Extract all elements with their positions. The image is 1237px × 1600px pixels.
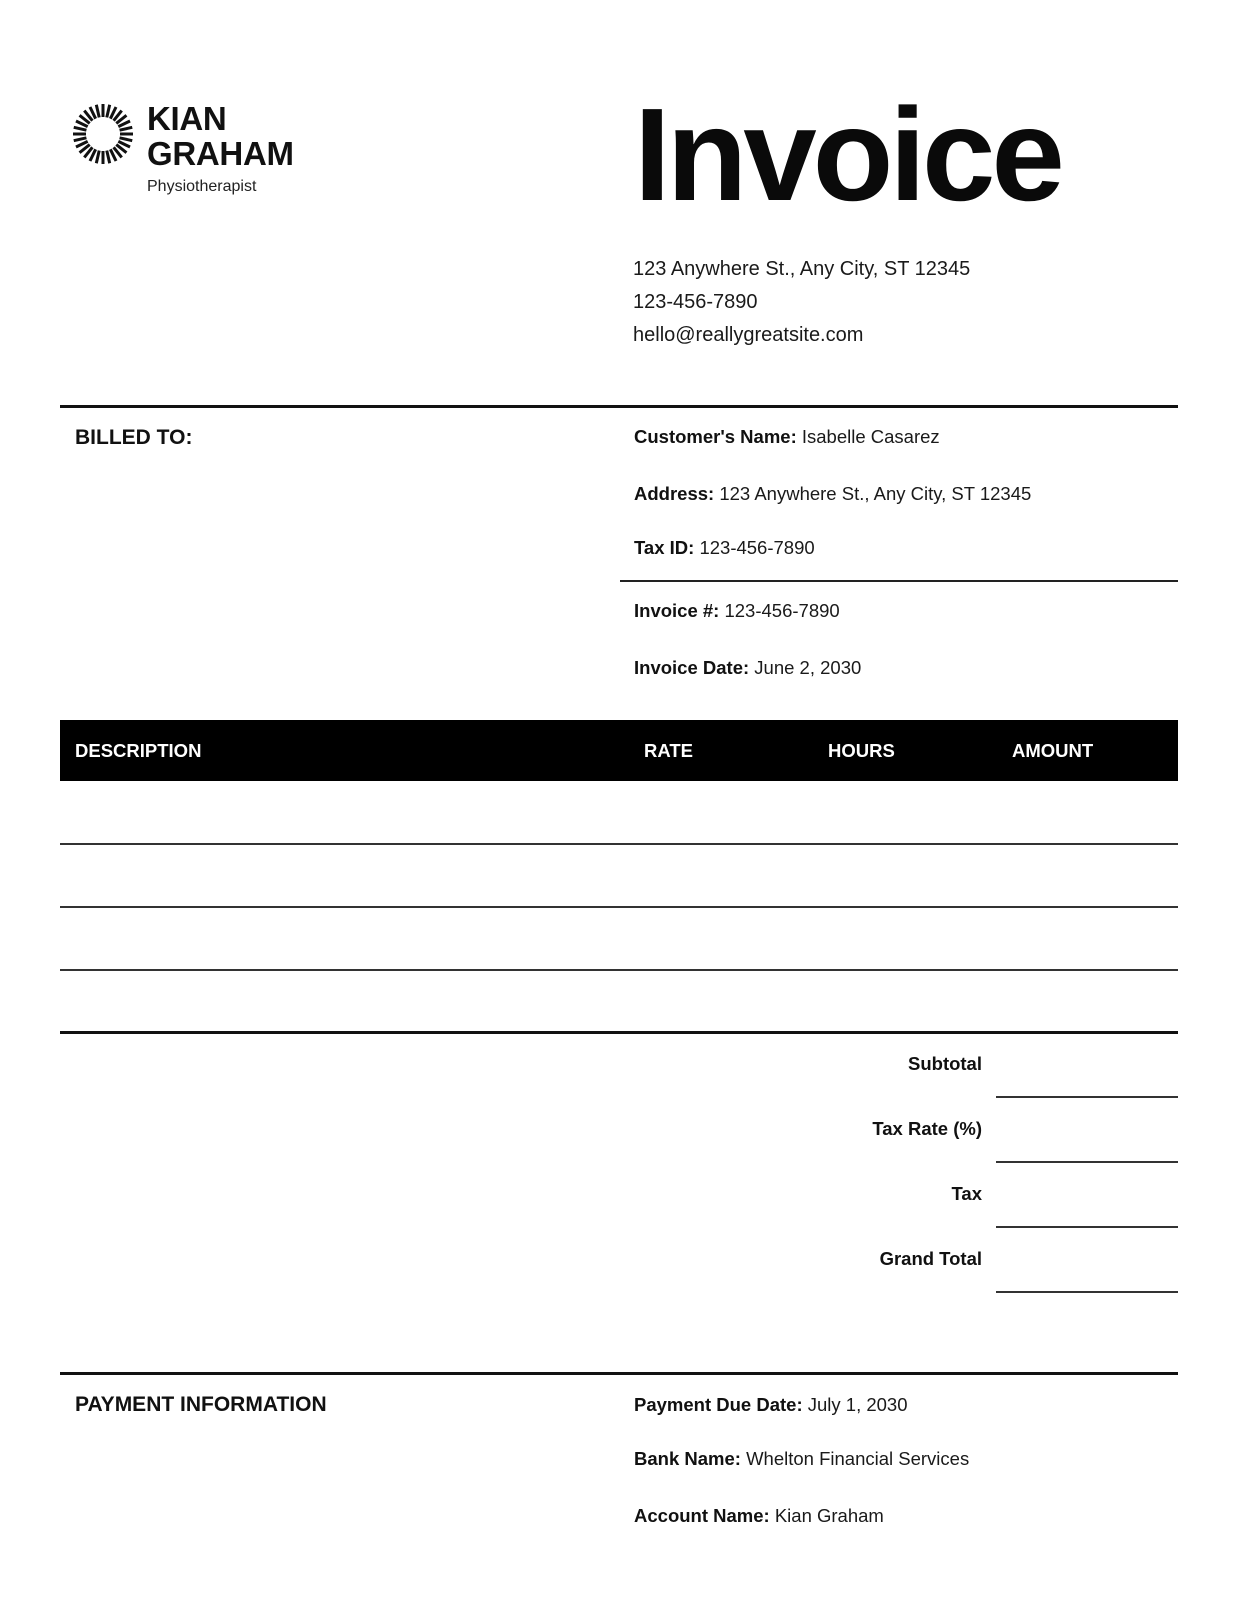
table-row[interactable] — [60, 908, 1178, 970]
payment-info-heading: PAYMENT INFORMATION — [75, 1393, 327, 1416]
brand-subtitle: Physiotherapist — [147, 178, 257, 195]
bank-name-value: Whelton Financial Services — [746, 1448, 970, 1469]
divider — [60, 1372, 1178, 1375]
subtotal-value[interactable] — [996, 1045, 1178, 1095]
tax-rate-label: Tax Rate (%) — [872, 1118, 982, 1139]
payment-due-date-label: Payment Due Date: — [634, 1394, 803, 1415]
tax-id-label: Tax ID: — [634, 537, 695, 558]
subtotal-line — [996, 1096, 1178, 1098]
customer-name-value: Isabelle Casarez — [801, 426, 940, 447]
grand-total-label: Grand Total — [879, 1248, 982, 1269]
customer-name-field — [634, 426, 940, 448]
account-name-value: Kian Graham — [774, 1505, 884, 1526]
address-value: 123 Anywhere St., Any City, ST 12345 — [719, 483, 1032, 504]
sunburst-icon — [72, 103, 134, 165]
subtotal-label: Subtotal — [908, 1053, 982, 1074]
tax-rate-value[interactable] — [996, 1110, 1178, 1160]
table-row[interactable] — [60, 845, 1178, 907]
brand-name — [147, 101, 294, 171]
address-label: Address: — [634, 483, 715, 504]
table-header — [60, 720, 1178, 781]
column-description: DESCRIPTION — [75, 740, 202, 761]
invoice-number-label: Invoice #: — [634, 600, 720, 621]
tax-label: Tax — [951, 1183, 982, 1204]
tax-id-value: 123-456-7890 — [699, 537, 815, 558]
invoice-date-label: Invoice Date: — [634, 657, 750, 678]
tax-id-field — [634, 537, 815, 559]
bank-name-field — [634, 1448, 969, 1470]
payment-due-date-value: July 1, 2030 — [807, 1394, 908, 1415]
contact-phone: 123-456-7890 — [633, 291, 758, 313]
billed-to-heading: BILLED TO: — [75, 426, 193, 449]
table-row[interactable] — [60, 971, 1178, 1033]
invoice-number-value: 123-456-7890 — [724, 600, 840, 621]
table-row[interactable] — [60, 781, 1178, 843]
divider — [620, 580, 1178, 582]
grand-total-value[interactable] — [996, 1240, 1178, 1290]
account-name-label: Account Name: — [634, 1505, 770, 1526]
bank-name-label: Bank Name: — [634, 1448, 741, 1469]
table-bottom-rule — [60, 1031, 1178, 1034]
invoice-number-field — [634, 600, 840, 622]
divider — [60, 405, 1178, 408]
account-name-field — [634, 1505, 884, 1527]
column-rate: RATE — [644, 740, 693, 761]
tax-value[interactable] — [996, 1175, 1178, 1225]
address-field — [634, 483, 1031, 505]
brand-name-line2: GRAHAM — [147, 135, 294, 172]
column-amount: AMOUNT — [1012, 740, 1094, 761]
contact-block — [633, 253, 970, 352]
tax-rate-line — [996, 1161, 1178, 1163]
payment-due-date-field — [634, 1394, 908, 1416]
column-hours: HOURS — [828, 740, 895, 761]
tax-line — [996, 1226, 1178, 1228]
grand-total-line — [996, 1291, 1178, 1293]
page-title: Invoice — [634, 81, 1061, 228]
invoice-date-value: June 2, 2030 — [754, 657, 862, 678]
contact-email: hello@reallygreatsite.com — [633, 324, 864, 346]
contact-address: 123 Anywhere St., Any City, ST 12345 — [633, 258, 971, 280]
invoice-date-field — [634, 657, 861, 679]
brand-name-line1: KIAN — [147, 100, 227, 137]
customer-name-label: Customer's Name: — [634, 426, 797, 447]
